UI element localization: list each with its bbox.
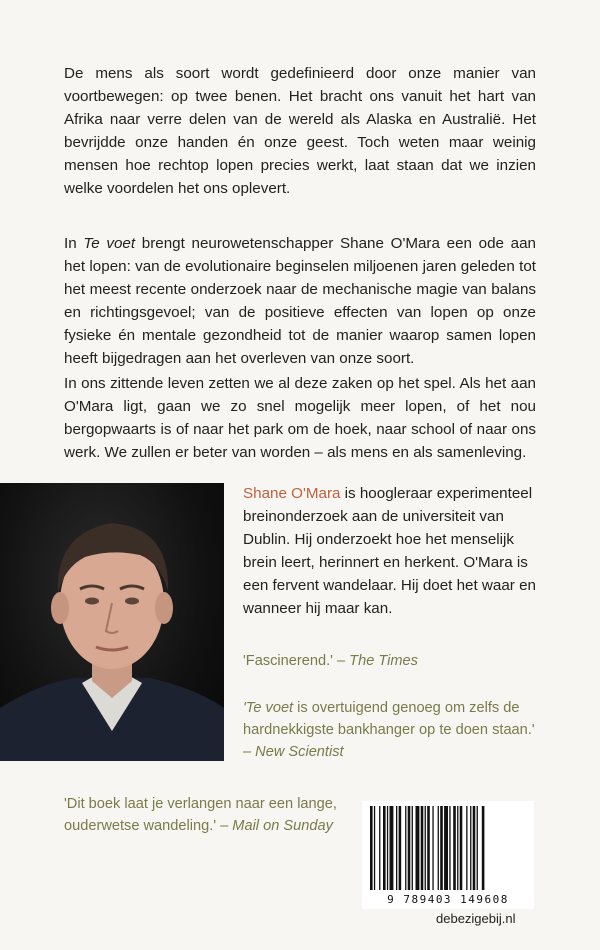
barcode-icon [368,806,528,892]
author-portrait-graphic [0,483,224,761]
author-bio-text: is hoogleraar experimenteel breinonderzoek aan de universiteit van Dublin. Hij onderzoekt hoe het menselijk brein leert, herinnert en herkent. O'Mara is een fervent wandelaar. Hij doet het waar en wanneer hij maar kan. [243,485,536,617]
quote-2-text: is overtuigend genoeg om zelfs de hardnekkigste bankhanger op te doen staan.' [243,700,535,738]
review-quote-mail-on-sunday [64,793,354,837]
p2-prefix: In [64,235,84,252]
author-photo [0,483,224,761]
quote-2-title: 'Te voet [243,700,294,716]
p2-rest: brengt neurowetenschapper Shane O'Mara een ode aan het lopen: van de evolutionaire beginselen miljoenen jaren geleden tot het meest recente onderzoek naar de mechanische magie van balans en richtingsgevoel; van de positieve effecten van lopen op onze fysieke én mentale gezondheid tot de manier waarop samen lopen heeft bijgedragen aan het overleven van onze soort. [64,235,536,367]
blurb-paragraph-2 [64,232,536,370]
review-quote-times [243,650,543,672]
review-quote-new-scientist [243,697,543,763]
quote-1-text: 'Fascinerend.' – [243,653,350,669]
author-name: Shane O'Mara [243,485,341,502]
isbn-number: 9 789403 149608 [387,893,509,906]
barcode-box [362,801,534,909]
author-bio [243,482,543,620]
quote-3-source: Mail on Sunday [232,818,333,834]
blurb-paragraph-1: De mens als soort wordt gedefinieerd door onze manier van voortbewegen: op twee benen. Het bracht ons vanuit het hart van Afrika naar verre delen van de wereld als Alaska en Australië. Het bevrijdde onze handen én onze geest. Toch weten maar weinig mensen hoe rechtop lopen precies werkt, laat staan dat we inzien welke voordelen het ons oplevert. [64,65,536,197]
publisher-website: debezigebij.nl [436,911,516,926]
quote-2-source: – New Scientist [243,744,344,760]
quote-1-source: The Times [349,653,418,669]
book-title: Te voet [83,235,136,252]
quote-3-text: 'Dit boek laat je verlangen naar een lange, ouderwetse wandeling.' – [64,796,337,834]
blurb-paragraph-3: In ons zittende leven zetten we al deze zaken op het spel. Als het aan O'Mara ligt, gaan we zo snel mogelijk meer lopen, of het nou bergopwaarts is of naar het park om de hoek, naar school of naar ons werk. We zullen er beter van worden – als mens en als samenleving. [64,375,536,461]
